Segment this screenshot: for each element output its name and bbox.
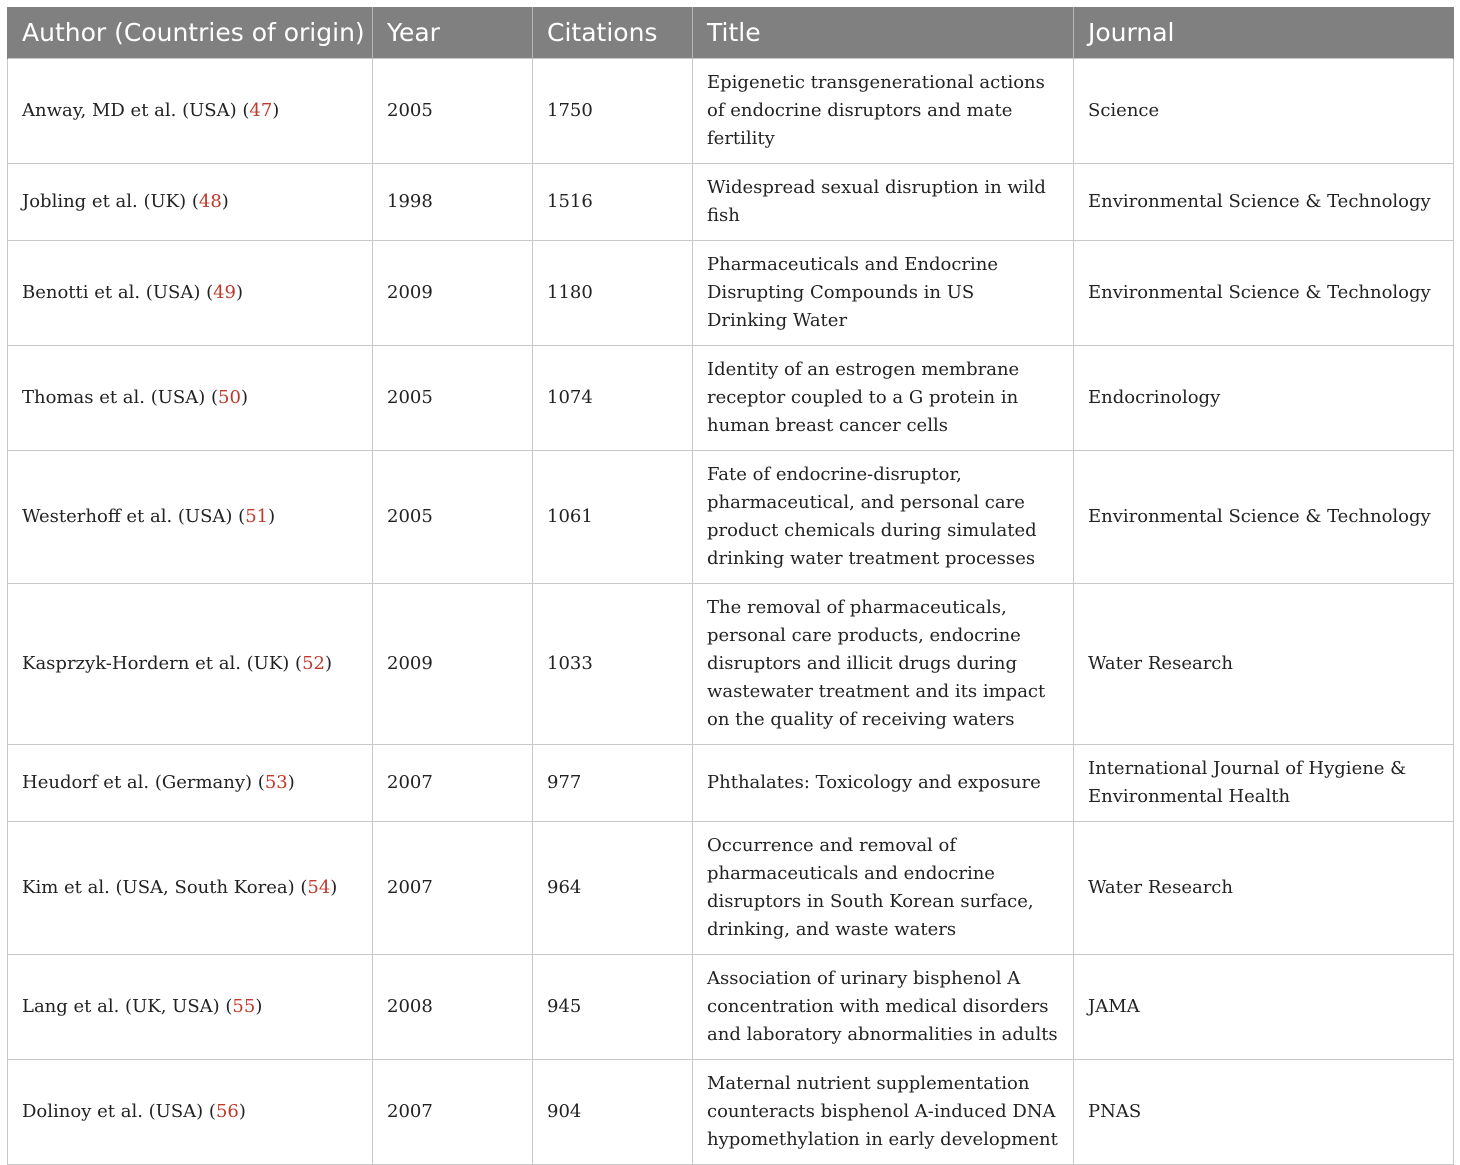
author-cell: Kasprzyk-Hordern et al. (UK) (52) [8, 584, 373, 745]
author-cell: Thomas et al. (USA) (50) [8, 346, 373, 451]
year-cell: 2008 [373, 955, 533, 1060]
year-cell: 2005 [373, 346, 533, 451]
title-cell: Widespread sexual disruption in wild fish [693, 164, 1074, 241]
reference-link[interactable]: 56 [215, 1101, 239, 1122]
citations-cell: 1750 [533, 59, 693, 164]
header-row [8, 7, 1454, 59]
title-cell: Association of urinary bisphenol A concentration with medical disorders and laboratory abnormalities in adults [693, 955, 1074, 1060]
table-row [8, 241, 1454, 346]
journal-cell: Science [1074, 59, 1454, 164]
year-cell: 2009 [373, 584, 533, 745]
year-cell: 2007 [373, 745, 533, 822]
author-cell: Jobling et al. (UK) (48) [8, 164, 373, 241]
title-cell: Phthalates: Toxicology and exposure [693, 745, 1074, 822]
citations-cell: 964 [533, 822, 693, 955]
author-name: Westerhoff et al. (USA) [22, 506, 233, 527]
table-row [8, 745, 1454, 822]
year-cell: 2007 [373, 1060, 533, 1165]
table-header [8, 7, 1454, 59]
author-name: Lang et al. (UK, USA) [22, 996, 220, 1017]
reference-link[interactable]: 52 [302, 653, 325, 674]
citations-cell: 977 [533, 745, 693, 822]
journal-cell: Environmental Science & Technology [1074, 164, 1454, 241]
header-author: Author (Countries of origin) [8, 7, 373, 59]
header-citations: Citations [533, 7, 693, 59]
citations-cell: 1516 [533, 164, 693, 241]
reference-link[interactable]: 51 [245, 506, 269, 527]
author-name: Jobling et al. (UK) [22, 191, 187, 212]
title-cell: Maternal nutrient supplementation counteracts bisphenol A-induced DNA hypomethylation in early development [693, 1060, 1074, 1165]
journal-cell: Environmental Science & Technology [1074, 451, 1454, 584]
author-cell: Kim et al. (USA, South Korea) (54) [8, 822, 373, 955]
reference-link[interactable]: 50 [218, 387, 241, 408]
reference-link[interactable]: 49 [213, 282, 236, 303]
table-row [8, 584, 1454, 745]
header-title: Title [693, 7, 1074, 59]
table-row [8, 1060, 1454, 1165]
author-cell: Heudorf et al. (Germany) (53) [8, 745, 373, 822]
author-name: Anway, MD et al. (USA) [22, 100, 237, 121]
journal-cell: Endocrinology [1074, 346, 1454, 451]
author-cell: Dolinoy et al. (USA) (56) [8, 1060, 373, 1165]
title-cell: Occurrence and removal of pharmaceuticals and endocrine disruptors in South Korean surface, drinking, and waste waters [693, 822, 1074, 955]
journal-cell: JAMA [1074, 955, 1454, 1060]
author-name: Benotti et al. (USA) [22, 282, 201, 303]
reference-link[interactable]: 48 [198, 191, 222, 212]
journal-cell: Water Research [1074, 822, 1454, 955]
table-row [8, 955, 1454, 1060]
reference-link[interactable]: 53 [264, 772, 288, 793]
journal-cell: Environmental Science & Technology [1074, 241, 1454, 346]
citations-cell: 1180 [533, 241, 693, 346]
title-cell: Epigenetic transgenerational actions of endocrine disruptors and mate fertility [693, 59, 1074, 164]
author-cell: Anway, MD et al. (USA) (47) [8, 59, 373, 164]
table-row [8, 822, 1454, 955]
year-cell: 2005 [373, 451, 533, 584]
citations-cell: 904 [533, 1060, 693, 1165]
journal-cell: International Journal of Hygiene & Environmental Health [1074, 745, 1454, 822]
citations-cell: 1033 [533, 584, 693, 745]
title-cell: Pharmaceuticals and Endocrine Disrupting Compounds in US Drinking Water [693, 241, 1074, 346]
title-cell: Fate of endocrine-disruptor, pharmaceutical, and personal care product chemicals during simulated drinking water treatment processes [693, 451, 1074, 584]
header-year: Year [373, 7, 533, 59]
year-cell: 1998 [373, 164, 533, 241]
year-cell: 2009 [373, 241, 533, 346]
author-cell: Lang et al. (UK, USA) (55) [8, 955, 373, 1060]
year-cell: 2007 [373, 822, 533, 955]
citations-cell: 1074 [533, 346, 693, 451]
author-name: Heudorf et al. (Germany) [22, 772, 253, 793]
author-name: Thomas et al. (USA) [22, 387, 206, 408]
table-row [8, 59, 1454, 164]
reference-link[interactable]: 54 [307, 877, 331, 898]
top-cited-papers-table [7, 7, 1454, 1165]
journal-cell: PNAS [1074, 1060, 1454, 1165]
year-cell: 2005 [373, 59, 533, 164]
citations-table-container [7, 7, 1453, 1165]
journal-cell: Water Research [1074, 584, 1454, 745]
title-cell: The removal of pharmaceuticals, personal care products, endocrine disruptors and illicit drugs during wastewater treatment and its impact on the quality of receiving waters [693, 584, 1074, 745]
table-row [8, 164, 1454, 241]
author-cell: Benotti et al. (USA) (49) [8, 241, 373, 346]
author-name: Kim et al. (USA, South Korea) [22, 877, 295, 898]
citations-cell: 1061 [533, 451, 693, 584]
citations-cell: 945 [533, 955, 693, 1060]
table-row [8, 451, 1454, 584]
author-cell: Westerhoff et al. (USA) (51) [8, 451, 373, 584]
reference-link[interactable]: 47 [249, 100, 273, 121]
title-cell: Identity of an estrogen membrane receptor coupled to a G protein in human breast cancer cells [693, 346, 1074, 451]
reference-link[interactable]: 55 [232, 996, 256, 1017]
table-body [8, 59, 1454, 1165]
author-name: Dolinoy et al. (USA) [22, 1101, 204, 1122]
header-journal: Journal [1074, 7, 1454, 59]
author-name: Kasprzyk-Hordern et al. (UK) [22, 653, 290, 674]
table-row [8, 346, 1454, 451]
